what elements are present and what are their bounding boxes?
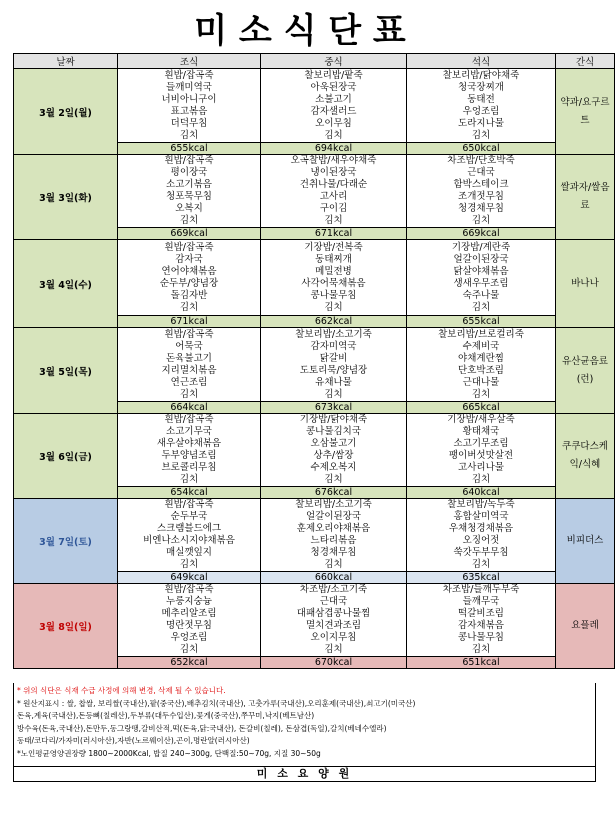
snack-cell: 요플레 [556, 584, 615, 669]
menu-item: 연근조림 [170, 376, 208, 388]
menu-item: 김치 [179, 215, 199, 226]
header-lunch: 중식 [261, 54, 407, 69]
lunch-cell [261, 328, 407, 402]
menu-item: 차조밥/소고기죽 [299, 584, 368, 595]
menu-item: 수제오복지 [310, 462, 357, 473]
menu-item: 청포묵무침 [166, 191, 212, 202]
menu-item: 야채계란찜 [458, 352, 504, 364]
menu-item: 명란젓무침 [166, 620, 212, 631]
lunch-cell [261, 414, 407, 487]
kcal-cell: 669kcal [118, 228, 261, 240]
menu-item: 근대나물 [462, 376, 500, 388]
day-date: 3월 3일(화) [14, 155, 118, 240]
menu-item: 어묵국 [175, 340, 203, 352]
header-dinner: 석식 [407, 54, 556, 69]
kcal-cell: 660kcal [261, 572, 407, 584]
snack-cell: 쿠쿠다스케익/식혜 [556, 414, 615, 499]
nutrition-line: *노인평균영양권장량 1800~2000Kcal, 밥질 240~300g, 단백질:50~70g, 지질 30~50g [17, 748, 321, 758]
origin-line: 돈육,계육(국내산),돈등뼈(칠레산),두부류(대두수입산),꽃게(중국산),쭈꾸미,낙지(베트남산) [17, 711, 315, 720]
menu-item: 비엔나소시지야채볶음 [143, 535, 235, 546]
day-row [14, 584, 615, 657]
menu-item: 표고볶음 [170, 105, 208, 117]
menu-item: 흰밥/잡곡죽 [164, 499, 214, 510]
menu-item: 찰보리밥/브로컬리죽 [438, 328, 524, 340]
menu-item: 흰밥/잡곡죽 [164, 241, 214, 253]
kcal-cell: 664kcal [118, 402, 261, 414]
menu-item: 우엉조림 [170, 632, 208, 643]
origin-line: 방수육(돈육,국내산),돈만두,동그랑땡,갈비산적,떡(돈육,닭:국내산), 돈갈비(칠레), 돈삼겹(독일),갈치(베네수엘라) [17, 723, 387, 733]
menu-item: 유채나물 [315, 376, 352, 388]
menu-item: 느타리볶음 [310, 535, 357, 546]
origin-line: 동태/코다리/가자미(러시아산),자반(노르웨이산),곤이,명란알(러시아산) [17, 736, 250, 745]
menu-item: 들깨미역국 [166, 81, 212, 93]
kcal-cell: 654kcal [118, 487, 261, 499]
dinner-cell [407, 499, 556, 572]
menu-item: 김치 [324, 474, 343, 485]
snack-cell: 유산균음료(런) [556, 328, 615, 414]
facility-name: 미 소 요 양 원 [13, 767, 596, 782]
menu-item: 평이장국 [170, 167, 208, 178]
notes-box [13, 683, 596, 767]
menu-item: 김치 [471, 559, 491, 570]
menu-item: 감자국 [175, 253, 203, 265]
menu-item: 흰밥/잡곡죽 [164, 414, 214, 425]
menu-item: 떡갈비조림 [458, 608, 504, 619]
breakfast-cell [118, 240, 261, 316]
menu-item: 건취나물/다래순 [299, 179, 368, 190]
menu-item: 찰보리밥/소고기죽 [295, 499, 372, 510]
kcal-cell: 676kcal [261, 487, 407, 499]
menu-item: 김치 [179, 559, 199, 570]
menu-item: 오곡찰밥/새우야채죽 [290, 155, 377, 166]
dinner-cell [407, 328, 556, 402]
menu-item: 아욱된장국 [310, 81, 357, 93]
day-row [14, 414, 615, 487]
menu-item: 사각어묵채볶음 [301, 277, 366, 289]
menu-item: 우채청경채볶음 [448, 523, 514, 534]
kcal-cell: 673kcal [261, 402, 407, 414]
menu-item: 얼갈이된장국 [453, 253, 509, 265]
dinner-cell [407, 240, 556, 316]
menu-item: 흰밥/잡곡죽 [164, 584, 214, 595]
menu-item: 김치 [324, 129, 343, 141]
menu-item: 감자샐러드 [310, 105, 357, 117]
menu-item: 김치 [324, 388, 343, 400]
menu-item: 고사리나물 [458, 462, 504, 473]
snack-cell: 약과/요구르트 [556, 69, 615, 155]
menu-item: 기장밥/계란죽 [451, 241, 511, 253]
menu-item: 오이지무침 [310, 632, 357, 643]
kcal-cell: 671kcal [261, 228, 407, 240]
menu-item: 너비아니구이 [161, 93, 217, 105]
menu-item: 닭살야채볶음 [453, 265, 509, 277]
menu-item: 함박스테이크 [453, 179, 509, 190]
kcal-cell: 635kcal [407, 572, 556, 584]
kcal-cell: 651kcal [407, 657, 556, 669]
menu-item: 들깨무국 [462, 596, 500, 607]
menu-item: 메추리알조림 [161, 608, 217, 619]
menu-item: 콩나물무침 [310, 289, 357, 301]
menu-item: 도토리묵/양념장 [299, 364, 368, 376]
breakfast-cell [118, 328, 261, 402]
day-row [14, 69, 615, 143]
menu-item: 두부양념조림 [161, 450, 217, 461]
lunch-cell [261, 69, 407, 143]
menu-item: 새우살야채볶음 [156, 438, 222, 449]
menu-item: 홍합살미역국 [453, 511, 509, 522]
menu-item: 오복지 [175, 203, 203, 214]
menu-item: 브로콜리무침 [161, 462, 217, 473]
day-date: 3월 5일(목) [14, 328, 118, 414]
breakfast-cell [118, 499, 261, 572]
kcal-cell: 655kcal [118, 143, 261, 155]
menu-item: 김치 [324, 301, 343, 313]
menu-item: 훈제오리야채볶음 [296, 523, 371, 534]
snack-cell: 비피더스 [556, 499, 615, 584]
menu-item: 조개젓무침 [458, 191, 504, 202]
dinner-cell [407, 414, 556, 487]
kcal-cell: 694kcal [261, 143, 407, 155]
menu-item: 차조밥/단호박죽 [447, 155, 515, 166]
header-date: 날짜 [14, 54, 118, 69]
menu-item: 쑥갓두부무침 [453, 547, 509, 558]
kcal-cell: 652kcal [118, 657, 261, 669]
menu-item: 콩나물무침 [458, 632, 504, 643]
menu-item: 기장밥/전복죽 [304, 241, 363, 253]
day-date: 3월 2일(월) [14, 69, 118, 155]
menu-item: 소고기볶음 [166, 179, 212, 190]
menu-item: 도라지나물 [458, 117, 504, 129]
dinner-cell [407, 584, 556, 657]
menu-item: 오삼불고기 [310, 438, 357, 449]
menu-item: 흰밥/잡곡죽 [164, 328, 214, 340]
kcal-cell: 650kcal [407, 143, 556, 155]
menu-item: 김치 [471, 129, 491, 141]
kcal-cell: 671kcal [118, 316, 261, 328]
breakfast-cell [118, 155, 261, 228]
menu-item: 스크램블드에그 [156, 523, 222, 534]
menu-item: 김치 [324, 644, 343, 655]
menu-item: 돈육불고기 [166, 352, 212, 364]
menu-item: 소고기무국 [166, 426, 212, 437]
kcal-cell: 662kcal [261, 316, 407, 328]
menu-item: 흰밥/잡곡죽 [164, 69, 214, 81]
menu-item: 김치 [179, 129, 199, 141]
lunch-cell [261, 240, 407, 316]
kcal-cell: 655kcal [407, 316, 556, 328]
menu-item: 지리멸치볶음 [161, 364, 217, 376]
menu-item: 얼갈이된장국 [305, 511, 362, 522]
menu-item: 찰보리밥/닭야채죽 [442, 69, 520, 81]
kcal-cell: 669kcal [407, 228, 556, 240]
menu-item: 상추/쌈장 [313, 450, 354, 461]
day-row [14, 328, 615, 402]
menu-item: 팽이버섯맛살전 [448, 450, 514, 461]
snack-cell: 쌀과자/쌀음료 [556, 155, 615, 240]
kcal-cell: 665kcal [407, 402, 556, 414]
menu-item: 대패삼겹콩나물찜 [296, 608, 371, 619]
menu-item: 연어야채볶음 [161, 265, 217, 277]
menu-item: 차조밥/들깨두부죽 [442, 584, 520, 595]
day-date: 3월 6일(금) [14, 414, 118, 499]
menu-item: 찰보리밥/소고기죽 [295, 328, 372, 340]
snack-cell: 바나나 [556, 240, 615, 328]
menu-item: 청국장찌개 [458, 81, 504, 93]
menu-item: 누룽지숭늉 [166, 596, 212, 607]
dinner-cell [407, 155, 556, 228]
kcal-cell: 649kcal [118, 572, 261, 584]
menu-item: 구이김 [319, 203, 348, 214]
menu-item: 김치 [471, 388, 491, 400]
menu-item: 순두부/양념장 [159, 277, 219, 289]
dinner-cell [407, 69, 556, 143]
day-date: 3월 4일(수) [14, 240, 118, 328]
day-date: 3월 7일(토) [14, 499, 118, 584]
menu-item: 매실깻잎지 [166, 547, 212, 558]
menu-item: 단호박조림 [458, 364, 504, 376]
menu-item: 닭갈비 [319, 352, 348, 364]
menu-item: 김치 [179, 301, 199, 313]
menu-item: 김치 [471, 215, 491, 226]
lunch-cell [261, 499, 407, 572]
day-row [14, 240, 615, 316]
menu-item: 기장밥/새우살죽 [447, 414, 515, 425]
menu-item: 김치 [471, 301, 491, 313]
menu-item: 메밀전병 [315, 265, 352, 277]
menu-item: 순두부국 [170, 511, 208, 522]
menu-item: 소고기무조림 [453, 438, 509, 449]
menu-item: 청경채무침 [458, 203, 504, 214]
day-row [14, 155, 615, 228]
menu-item: 동태찌개 [315, 253, 352, 265]
day-date: 3월 8일(일) [14, 584, 118, 669]
breakfast-cell [118, 414, 261, 487]
menu-item: 청경채무침 [310, 547, 357, 558]
header-snack: 간식 [556, 54, 615, 69]
menu-item: 수제비국 [462, 340, 500, 352]
menu-item: 황태채국 [462, 426, 500, 437]
menu-item: 생새우무조림 [453, 277, 509, 289]
menu-item: 콩나물김치국 [305, 426, 362, 437]
menu-item: 근대국 [467, 167, 495, 178]
menu-item: 고사리 [319, 191, 348, 202]
menu-item: 근대국 [319, 596, 348, 607]
menu-item: 흰밥/잡곡죽 [164, 155, 214, 166]
menu-item: 감자미역국 [310, 340, 357, 352]
page-title: 미 소 식 단 표 [194, 11, 406, 51]
menu-item: 기장밥/닭야채죽 [299, 414, 368, 425]
menu-item: 소불고기 [315, 93, 352, 105]
menu-item: 김치 [179, 644, 199, 655]
menu-item: 돌김자반 [170, 289, 208, 301]
kcal-cell: 640kcal [407, 487, 556, 499]
lunch-cell [261, 584, 407, 657]
menu-item: 찰보리밥/팥죽 [304, 69, 363, 81]
menu-item: 김치 [179, 388, 199, 400]
menu-item: 김치 [324, 215, 343, 226]
notice-line: * 위의 식단은 식재 수급 사정에 의해 변경, 삭제 될 수 있습니다. [17, 686, 226, 695]
menu-item: 김치 [471, 644, 491, 655]
menu-item: 숙주나물 [462, 289, 500, 301]
kcal-cell: 670kcal [261, 657, 407, 669]
menu-item: 우엉조림 [462, 105, 500, 117]
menu-item: 냉이된장국 [310, 167, 357, 178]
menu-item: 멸치견과조림 [305, 620, 362, 631]
day-row [14, 499, 615, 572]
lunch-cell [261, 155, 407, 228]
menu-item: 김치 [179, 474, 199, 485]
menu-item: 김치 [324, 559, 343, 570]
menu-item: 김치 [471, 474, 491, 485]
menu-item: 감자채볶음 [458, 620, 504, 631]
menu-item: 오징어젓 [462, 535, 500, 546]
menu-table [13, 53, 615, 669]
origin-line: * 원산지표시 : 쌀, 찹쌀, 보리쌀(국내산),팥(중국산),배추김치(국내산), 고춧가루(국내산),오리훈제(국내산),쇠고기(미국산) [17, 698, 416, 708]
menu-item: 더덕무침 [170, 117, 208, 129]
breakfast-cell [118, 584, 261, 657]
breakfast-cell [118, 69, 261, 143]
header-breakfast: 조식 [118, 54, 261, 69]
menu-item: 오이무침 [315, 117, 352, 129]
menu-item: 찰보리밥/녹두죽 [447, 499, 515, 510]
menu-item: 동태전 [467, 93, 495, 105]
